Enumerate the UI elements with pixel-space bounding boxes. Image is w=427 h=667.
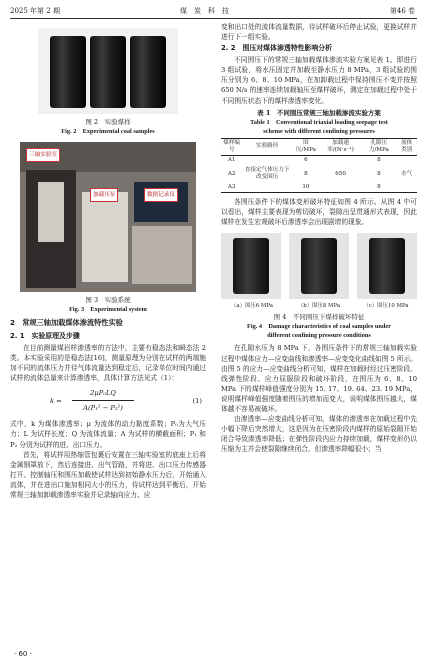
triaxial-cell [38, 182, 64, 242]
table-cell [396, 156, 417, 166]
paragraph-scheme: 不同围压下的常规三轴加载煤体渗流实验方案见表 1。即进行 3 组试验，将水压固定并加载至静水压力 8 MPa，3 组试验的围压分别为 6、8、10 MPa，在加卸载过程中保持围压不变并按照 650 N/s 的速率连续加载轴压至煤样破坏，测定在加载过程中处于不同围压状态下的煤样渗透率变化。 [221, 56, 417, 105]
table-row [221, 166, 417, 183]
table-row [221, 156, 417, 166]
table-cell [242, 183, 292, 193]
table-header: 实验路径 [255, 143, 279, 150]
fig4-photo-a [221, 233, 281, 299]
paragraph-continued: 变和出口处的流体流量数据，待试样破坏后停止试验，更换试样并进行下一组实验。 [221, 23, 417, 42]
journal-volume: 第46 卷 [389, 7, 415, 15]
experimental-system-photo [20, 142, 196, 292]
table1-caption-cn: 表 1 不同围压常规三轴加载渗流实验方案 [257, 108, 381, 117]
fig4-caption-cn: 图 4 不同围压下煤样破坏特征 [273, 313, 365, 322]
fig4-subcaption-c: （c）围压10 MPa [363, 303, 409, 310]
table1-caption-en-2: scheme with different confining pressures [263, 127, 375, 135]
table-cell: 650 [335, 170, 346, 177]
paragraph-permeability: 由渗透率—应变曲线分析可知，煤体的渗透率在加载过程中先小幅下降后突然增大，这是因为在压密阶段内煤样的原始裂隙开始闭合导致渗透率降低；在弹性阶段内应力持续加载，煤样变形仍以压缩为主并会使裂隙继续闭合，但渗透率降幅很小；当 [221, 415, 417, 454]
page-number: · 60 · [14, 650, 32, 658]
equation-1 [10, 386, 206, 416]
table-cell: 8 [377, 170, 381, 177]
table-cell: 8 [377, 183, 381, 190]
fig4-caption-en-2: different confining pressure conditions [267, 332, 371, 340]
table-cell: 8 [377, 157, 381, 164]
section-2-title: 2 常规三轴加载煤体渗流特性实验 [10, 318, 123, 327]
header-rule [10, 18, 417, 19]
fig4-photo-b [289, 233, 349, 299]
label-triaxial-lab: 三轴实验室 [26, 148, 60, 162]
table-cell: A2 [227, 170, 236, 177]
fractured-sample-b [301, 238, 337, 294]
table-header: 孔隙压力/MPa [368, 139, 389, 154]
table-cell [396, 183, 417, 193]
eq-denominator: A(P₁² − P₂²) [83, 404, 123, 413]
eq-lhs: k = [50, 397, 62, 406]
fig4-photo-c [357, 233, 417, 299]
fig4-subcaption-a: （a）围压6 MPa [230, 303, 274, 310]
label-pump: 加载压泵 [90, 188, 118, 202]
table-header-row [221, 138, 417, 156]
fig3-caption-en: Fig. 3 Experimental system [69, 306, 147, 313]
journal-issue: 2025 年第 2 期 [10, 7, 60, 15]
table-cell: A1 [227, 157, 236, 164]
paragraph-failure: 各围压条件下的煤体变形破坏特征如图 4 所示。从图 4 中可以看出，煤样主要表现为剪切破坏，裂隙出呈贯通形式表现，因此煤样在发生宏观破坏后渗透率会出现剧增的现象。 [221, 198, 417, 227]
table-cell: 直接定气体压力下改变围压 [244, 166, 290, 181]
coal-samples-photo [38, 28, 178, 114]
fig4-photos [221, 233, 417, 299]
fig4-subcaption-b: （b）围压8 MPa [297, 303, 341, 310]
table-cell: 6 [304, 157, 308, 164]
table-1 [221, 138, 417, 193]
data-recorder-desk [132, 226, 192, 284]
coal-sample-3 [130, 36, 166, 108]
section-2-2-title: 2. 2 围压对煤体渗透特性影响分析 [221, 44, 333, 53]
table-cell: A3 [227, 183, 236, 190]
paragraph-stress-strain: 在孔隙水压为 8 MPa 下，各围压条件下的常规三轴加载实验过程中煤体应力—应变曲线和渗透率—应变变化曲线如图 5 所示。由图 5 的应力—应变曲线分析可知，煤样在加载时经过压密阶段、线弹性阶段、应力屈服阶段和破坏阶段，在围压为 6、8、10 MPa 下的煤样峰值强度分别为 15. 17、19. 64、23. 19 MPa，说明煤样峰值强度随着围压的增加而变大，说明煤体围压越大，煤体越不容易被破坏。 [221, 344, 417, 414]
table-row [221, 183, 417, 193]
table-cell: 10 [302, 183, 310, 190]
eq-numerator: 2μP₀LQ [90, 389, 116, 398]
section-2-1-title: 2. 1 实验原理及步骤 [10, 332, 80, 340]
fig4-caption-en-1: Fig. 4 Damage characteristics of coal samples under [247, 323, 391, 331]
paragraph-method: 在目前测量煤岩样渗透率的方法中，主要有稳态法和瞬态法 2 类。本实验采用的是稳态法[16]，测量原理为分别在试样的两端施加不同的流体压力并待气体流量达到稳定后，记录单位时间内通过试样的流体总量来计算渗透率，具体计算方法见式（1）： [10, 344, 206, 383]
fig2-caption-cn: 图 2 实验煤样 [85, 118, 131, 126]
fractured-sample-c [369, 238, 405, 294]
fig3-caption-cn: 图 3 实验系统 [85, 296, 131, 304]
fig4-subcaptions [221, 301, 417, 311]
eq-fraction-bar [72, 400, 134, 401]
table-cell [242, 156, 292, 166]
table-cell: 水气 [401, 170, 413, 177]
left-column [10, 22, 206, 500]
table-header: 流体类别 [401, 139, 413, 154]
label-data-recorder: 数据记录仪 [144, 188, 178, 202]
paragraph-procedure: 首先，将试样用热缩管包裹后安置在三轴实验室的底座上后将金属钢罩放下，然后连接进、出气管路，并将进、出口压力传感器打开。控制轴压和围压加载使试样达到初始静水压力后，开始通入流体，并在进出口施加相同大小的压力，待试样达到平衡后，开始常规三轴加卸载渗透率实验并记录轴向应力、应 [10, 450, 206, 500]
table-cell [320, 156, 362, 166]
pump-cabinet [82, 192, 128, 282]
coal-sample-2 [90, 36, 126, 108]
table1-caption-en-1: Table 1 Conventional triaxial loading seepage test [250, 118, 388, 126]
coal-sample-1 [50, 36, 86, 108]
table-header: 煤样编号 [223, 139, 241, 154]
fig2-caption-en: Fig. 2 Experimental coal samples [61, 128, 155, 135]
table-header: 加载速率/(N·s⁻¹) [327, 139, 354, 154]
table-cell [320, 183, 362, 193]
right-column [221, 22, 417, 455]
fractured-sample-a [233, 238, 269, 294]
eq-number: (1) [192, 397, 202, 406]
table-cell: 8 [304, 170, 308, 177]
paragraph-symbols: 式中，k 为煤体渗透率；μ 为流体的动力黏度系数；P₀为大气压力；L 为试样长度；Q 为流体流量；A 为试样的横截面积；P₁ 和 P₂ 分别为试样的进、出口压力。 [10, 420, 206, 449]
journal-name: 煤 炭 科 技 [180, 7, 229, 15]
table-header: 围压/MPa [295, 139, 316, 154]
